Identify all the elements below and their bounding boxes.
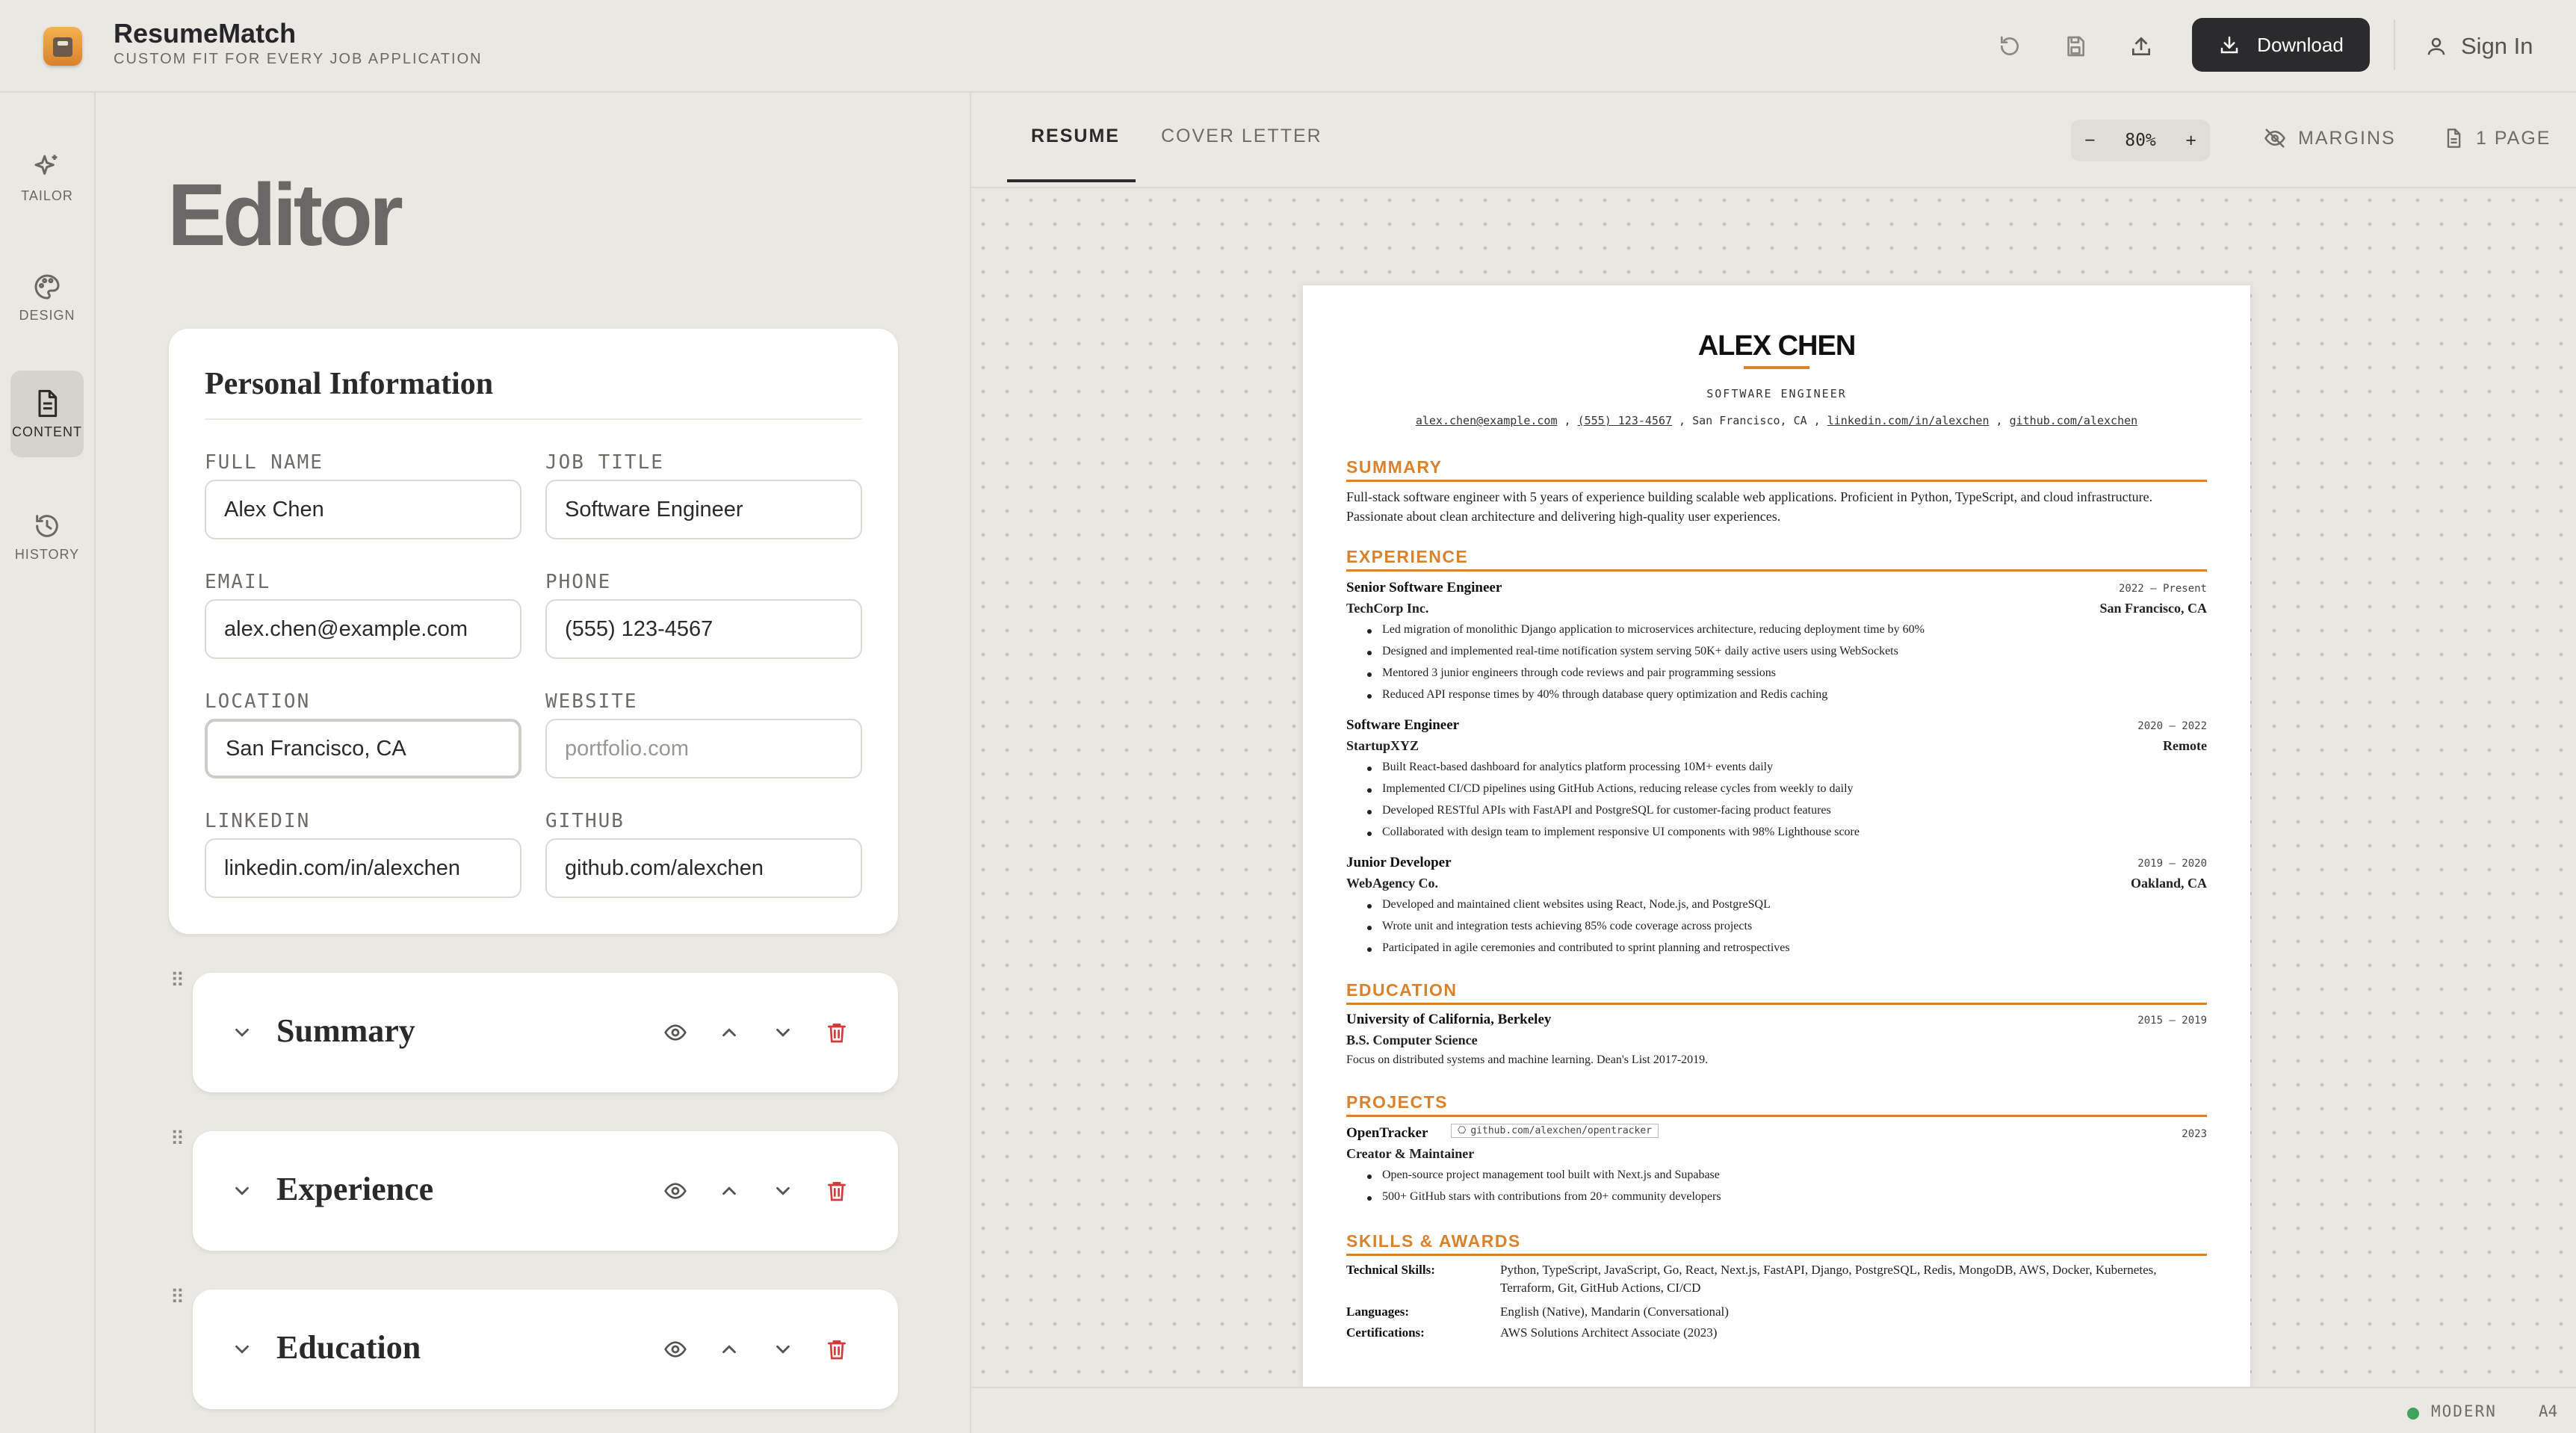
degree: B.S. Computer Science <box>1346 1033 1478 1047</box>
tab-cover-letter[interactable]: COVER LETTER <box>1161 126 1322 146</box>
contact-location: San Francisco, CA <box>1692 414 1807 427</box>
section-rule <box>1346 569 2207 572</box>
project-bullet: 500+ GitHub stars with contributions from 20+ community developers <box>1382 1190 1721 1203</box>
chevron-down-icon[interactable] <box>226 1174 258 1207</box>
zoom-control <box>2071 120 2210 161</box>
project-year: 2023 <box>2182 1128 2207 1140</box>
trash-icon[interactable] <box>820 1333 853 1366</box>
sidebar-item-tailor[interactable] <box>10 137 84 218</box>
sign-in-label: Sign In <box>2461 33 2533 59</box>
contact-separator: , <box>1989 414 2010 427</box>
job-bullet: Built React-based dashboard for analytics platform processing 10M+ events daily <box>1382 761 1774 773</box>
undo-icon[interactable] <box>1992 28 2028 64</box>
name-underline <box>1744 366 1809 369</box>
section-rule <box>1346 480 2207 482</box>
app-header <box>0 0 2576 93</box>
project-bullet: Open-source project management tool built with Next.js and Supabase <box>1382 1169 1720 1181</box>
phone-label: PHONE <box>545 571 612 593</box>
chevron-down-icon[interactable] <box>226 1333 258 1366</box>
github-field[interactable] <box>545 838 862 898</box>
eye-off-icon <box>2264 127 2286 149</box>
save-icon[interactable] <box>2058 28 2093 64</box>
sign-in-button[interactable] <box>2425 28 2533 64</box>
job-dates: 2019 – 2020 <box>2137 858 2207 870</box>
section-card-experience <box>193 1131 898 1251</box>
education-note: Focus on distributed systems and machine learning. Dean's List 2017-2019. <box>1346 1053 1709 1066</box>
phone-field[interactable] <box>545 599 862 659</box>
resume-section-heading: EDUCATION <box>1346 980 1458 1000</box>
website-label: WEBSITE <box>545 690 638 713</box>
upload-icon[interactable] <box>2123 28 2159 64</box>
email-label: EMAIL <box>205 571 271 593</box>
contact-github[interactable]: github.com/alexchen <box>2009 414 2138 427</box>
sparkle-icon <box>32 152 62 182</box>
zoom-level: 80% <box>2125 131 2156 150</box>
status-page-size: A4 <box>2539 1402 2558 1420</box>
margins-label: MARGINS <box>2298 127 2396 149</box>
skills-value: AWS Solutions Architect Associate (2023) <box>1500 1325 1718 1340</box>
sidebar-item-history[interactable] <box>10 496 84 577</box>
job-title-field[interactable] <box>545 480 862 539</box>
status-theme: MODERN <box>2431 1402 2497 1420</box>
job-bullet: Reduced API response times by 40% through database query optimization and Redis caching <box>1382 688 1828 701</box>
download-label: Download <box>2257 33 2344 56</box>
project-role: Creator & Maintainer <box>1346 1146 1475 1161</box>
section-rule <box>1346 1003 2207 1005</box>
sidebar-item-label: TAILOR <box>21 188 73 203</box>
zoom-in-button[interactable]: + <box>2185 129 2196 151</box>
section-card-education <box>193 1290 898 1409</box>
active-tab-indicator <box>1007 179 1136 182</box>
section-title: Summary <box>276 1012 415 1049</box>
card-title: Personal Information <box>205 367 494 401</box>
chevron-down-icon[interactable] <box>226 1016 258 1049</box>
skills-value: Python, TypeScript, JavaScript, Go, React, Next.js, FastAPI, Django, PostgreSQL, Redis, MongoDB, AWS, Docker, Kubernetes, Terraform, Git, GitHub Actions, CI/CD <box>1500 1263 2157 1295</box>
github-label: GITHUB <box>545 810 625 832</box>
drag-handle-icon[interactable]: ⠿ <box>170 1127 184 1150</box>
resume-section-heading: PROJECTS <box>1346 1092 1448 1112</box>
eye-icon[interactable] <box>659 1333 692 1366</box>
job-bullet: Developed RESTful APIs with FastAPI and PostgreSQL for customer-facing product features <box>1382 804 1831 817</box>
contact-separator: , <box>1672 414 1693 427</box>
resume-page <box>1303 285 2250 1387</box>
trash-icon[interactable] <box>820 1174 853 1207</box>
move-down-icon[interactable] <box>767 1016 799 1049</box>
job-location: Oakland, CA <box>2130 876 2207 891</box>
location-field[interactable] <box>205 719 521 779</box>
job-role: Software Engineer <box>1346 717 1460 733</box>
app-tagline: CUSTOM FIT FOR EVERY JOB APPLICATION <box>114 51 483 67</box>
drag-handle-icon[interactable]: ⠿ <box>170 1286 184 1308</box>
header-divider <box>2394 19 2395 70</box>
resume-section-heading: SUMMARY <box>1346 457 1443 477</box>
section-title: Education <box>276 1329 421 1366</box>
resume-section-heading: SKILLS & AWARDS <box>1346 1231 1521 1251</box>
github-icon: ⎔ <box>1458 1125 1467 1136</box>
document-icon <box>32 389 62 418</box>
project-link-text: github.com/alexchen/opentracker <box>1470 1125 1652 1136</box>
page-icon <box>2443 127 2464 149</box>
job-bullet: Developed and maintained client websites using React, Node.js, and PostgreSQL <box>1382 898 1771 911</box>
contact-separator: , <box>1806 414 1827 427</box>
status-indicator <box>2407 1408 2419 1420</box>
status-bar <box>971 1387 2576 1433</box>
page-title: Editor <box>167 166 400 264</box>
zoom-out-button[interactable]: − <box>2084 129 2096 151</box>
contact-linkedin[interactable]: linkedin.com/in/alexchen <box>1827 414 1990 427</box>
skills-label: Certifications: <box>1346 1325 1425 1340</box>
user-icon <box>2425 35 2447 58</box>
section-rule <box>1346 1115 2207 1117</box>
job-dates: 2020 – 2022 <box>2137 720 2207 732</box>
sidebar-item-label: CONTENT <box>12 424 82 439</box>
app-name: ResumeMatch <box>114 18 297 49</box>
contact-separator: , <box>1557 414 1578 427</box>
sidebar-item-design[interactable] <box>10 257 84 338</box>
tab-resume[interactable]: RESUME <box>1031 126 1120 146</box>
job-company: TechCorp Inc. <box>1346 601 1429 616</box>
skills-label: Technical Skills: <box>1346 1263 1435 1277</box>
job-role: Senior Software Engineer <box>1346 580 1502 595</box>
job-company: WebAgency Co. <box>1346 876 1438 891</box>
eye-icon[interactable] <box>659 1016 692 1049</box>
summary-text: Full-stack software engineer with 5 years of experience building scalable web applications. Proficient in Python, TypeScript, and cloud infrastructure. Passionate about clean architecture and delivering high-quality user experiences. <box>1346 489 2153 524</box>
page-count-toggle[interactable] <box>2443 127 2551 149</box>
sidebar-item-label: DESIGN <box>19 307 75 323</box>
drag-handle-icon[interactable]: ⠿ <box>170 969 184 991</box>
move-up-icon[interactable] <box>713 1174 746 1207</box>
move-down-icon[interactable] <box>767 1174 799 1207</box>
email-field[interactable] <box>205 599 521 659</box>
margins-toggle[interactable] <box>2264 127 2396 149</box>
sidebar-item-content[interactable] <box>10 371 84 457</box>
linkedin-field[interactable] <box>205 838 521 898</box>
contact-phone[interactable]: (555) 123-4567 <box>1577 414 1673 427</box>
skills-label: Languages: <box>1346 1304 1410 1319</box>
download-button[interactable] <box>2192 18 2370 72</box>
eye-icon[interactable] <box>659 1174 692 1207</box>
resume-section-heading: EXPERIENCE <box>1346 547 1469 566</box>
personal-info-card <box>169 329 898 934</box>
education-dates: 2015 – 2019 <box>2137 1015 2207 1027</box>
job-location: Remote <box>2163 738 2207 753</box>
job-bullet: Wrote unit and integration tests achieving 85% code coverage across projects <box>1382 920 1753 932</box>
job-bullet: Led migration of monolithic Django application to microservices architecture, reducing deployment time by 60% <box>1382 623 1925 636</box>
school-name: University of California, Berkeley <box>1346 1012 1552 1027</box>
palette-icon <box>32 272 62 302</box>
full-name-label: FULL NAME <box>205 451 323 474</box>
job-bullet: Collaborated with design team to implement responsive UI components with 98% Lighthouse score <box>1382 826 1860 838</box>
job-title-label: JOB TITLE <box>545 451 664 474</box>
sidebar-item-label: HISTORY <box>14 546 80 562</box>
sidebar <box>0 93 96 1433</box>
resume-contact <box>1303 414 2250 427</box>
job-dates: 2022 – Present <box>2118 583 2207 595</box>
job-location: San Francisco, CA <box>2099 601 2207 616</box>
move-down-icon[interactable] <box>767 1333 799 1366</box>
job-bullet: Implemented CI/CD pipelines using GitHub Actions, reducing release cycles from weekly to daily <box>1382 782 1854 795</box>
job-bullet: Designed and implemented real-time notification system serving 50K+ daily active users using WebSockets <box>1382 645 1898 657</box>
section-rule <box>1346 1254 2207 1256</box>
move-up-icon[interactable] <box>713 1333 746 1366</box>
history-icon <box>32 511 62 541</box>
job-role: Junior Developer <box>1346 855 1452 870</box>
job-bullet: Participated in agile ceremonies and contributed to sprint planning and retrospectives <box>1382 941 1790 954</box>
move-up-icon[interactable] <box>713 1016 746 1049</box>
contact-email[interactable]: alex.chen@example.com <box>1415 414 1558 427</box>
job-company: StartupXYZ <box>1346 738 1419 753</box>
page-count-label: 1 PAGE <box>2476 127 2551 149</box>
skills-value: English (Native), Mandarin (Conversational) <box>1500 1304 1729 1319</box>
resume-title: SOFTWARE ENGINEER <box>1706 387 1847 400</box>
linkedin-label: LINKEDIN <box>205 810 311 832</box>
location-label: LOCATION <box>205 690 311 713</box>
app-logo[interactable] <box>43 27 82 66</box>
full-name-field[interactable] <box>205 480 521 539</box>
download-icon <box>2218 34 2241 56</box>
job-bullet: Mentored 3 junior engineers through code reviews and pair programming sessions <box>1382 666 1776 679</box>
section-card-summary <box>193 973 898 1092</box>
section-title: Experience <box>276 1171 434 1207</box>
project-link[interactable] <box>1451 1124 1659 1138</box>
card-divider <box>205 418 862 420</box>
project-name: OpenTracker <box>1346 1125 1428 1141</box>
trash-icon[interactable] <box>820 1016 853 1049</box>
resume-name: ALEX CHEN <box>1697 330 1856 362</box>
website-field[interactable] <box>545 719 862 779</box>
